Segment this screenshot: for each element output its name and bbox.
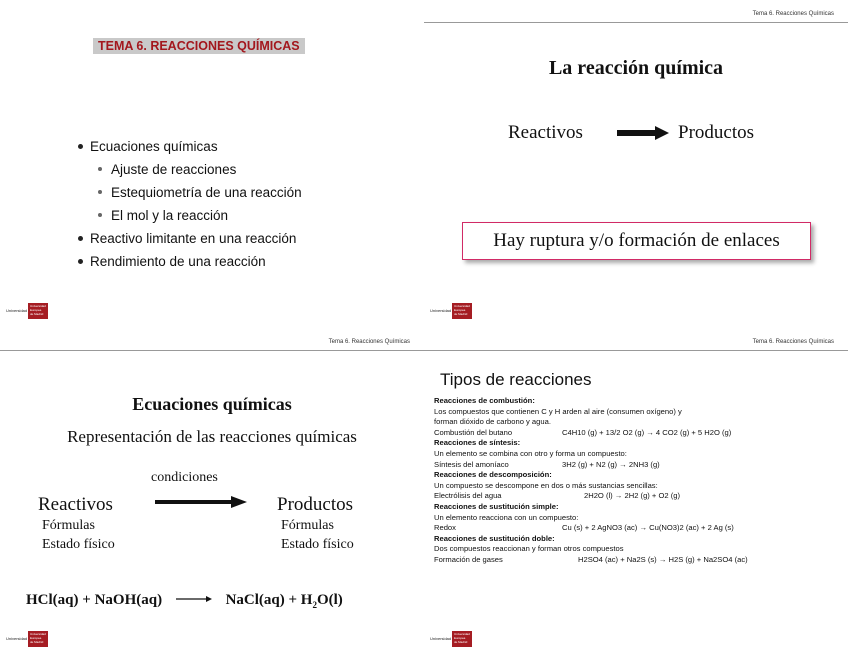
header-divider	[424, 350, 848, 351]
logo-line: Europea	[30, 308, 42, 312]
example-equation: C4H10 (g) + 13/2 O2 (g) → 4 CO2 (g) + 5 H2O (g)	[562, 427, 732, 437]
slide-2	[424, 0, 848, 327]
section-text: Los compuestos que contienen C y H arden al aire (consumen oxígeno) y	[434, 406, 682, 416]
equation-term: HCl(aq) +	[26, 592, 91, 608]
example-label: Formación de gases	[434, 554, 503, 564]
slide-title: Ecuaciones químicas	[132, 394, 292, 414]
university-logo	[6, 303, 50, 319]
products-label: Productos	[678, 122, 754, 143]
list-item: El mol y la reacción	[66, 204, 302, 227]
slide-4	[424, 328, 848, 655]
section-heading: Reacciones de descomposición:	[434, 470, 552, 480]
example-row	[434, 428, 846, 439]
slide-3	[0, 328, 424, 655]
logo-text: Universidad	[430, 308, 452, 313]
reactants-line: Estado físico	[42, 537, 115, 552]
example-equation: H2SO4 (ac) + Na2S (s) → H2S (g) + Na2SO4 (ac)	[578, 554, 748, 564]
section-text: Un compuesto se descompone en dos o más sustancias sencillas:	[434, 480, 658, 490]
section-heading: Reacciones de combustión:	[434, 396, 535, 405]
section-text: forman dióxido de carbono y agua.	[434, 417, 551, 427]
university-logo	[6, 631, 50, 647]
logo-line: de Madrid	[30, 312, 44, 316]
slide-title: Tipos de reacciones	[440, 370, 592, 389]
logo-line: de Madrid	[454, 640, 468, 644]
example-equation: 3H2 (g) + N2 (g) → 2NH3 (g)	[562, 459, 660, 469]
logo-box	[452, 631, 472, 647]
list-item: Rendimiento de una reacción	[66, 250, 302, 273]
university-logo	[430, 631, 474, 647]
bullet-list	[66, 135, 302, 273]
logo-text: Universidad	[6, 636, 28, 641]
logo-box	[28, 631, 48, 647]
equation-term: NaOH(aq)	[94, 592, 163, 608]
reactants-label: Reactivos	[508, 122, 583, 143]
logo-line: de Madrid	[454, 312, 468, 316]
example-label: Redox	[434, 523, 456, 533]
slide-subtitle: Representación de las reacciones químicas	[67, 427, 357, 446]
chemical-equation	[26, 592, 343, 610]
example-label: Combustión del butano	[434, 427, 513, 437]
section-heading: Reacciones de síntesis:	[434, 438, 521, 448]
reactants-block	[38, 494, 115, 554]
right-arrow-icon	[174, 594, 214, 604]
list-item: Reactivo limitante en una reacción	[66, 227, 302, 250]
example-label: Electrólisis del agua	[434, 491, 502, 501]
highlight-box: Hay ruptura y/o formación de enlaces	[462, 222, 811, 260]
equation-term: O(l)	[316, 592, 343, 608]
slide-header: Tema 6. Reacciones Químicas	[752, 11, 834, 17]
products-line: Estado físico	[281, 537, 354, 552]
logo-line: Europea	[30, 636, 42, 640]
equation-term: H	[300, 592, 313, 608]
slide-header: Tema 6. Reacciones Químicas	[328, 339, 410, 345]
example-row	[434, 460, 846, 471]
reactants-label: Reactivos	[38, 494, 113, 515]
products-line: Fórmulas	[281, 518, 334, 533]
slide-header: Tema 6. Reacciones Químicas	[752, 339, 834, 345]
logo-line: de Madrid	[30, 640, 44, 644]
section-heading: Reacciones de sustitución simple:	[434, 501, 559, 511]
right-arrow-icon	[617, 126, 669, 140]
example-equation: Cu (s) + 2 AgNO3 (ac) → Cu(NO3)2 (ac) + 2 Ag (s)	[562, 523, 734, 533]
section-heading: Reacciones de sustitución doble:	[434, 533, 555, 543]
header-divider	[0, 350, 424, 351]
example-label: Síntesis del amoníaco	[434, 459, 509, 469]
conditions-label: condiciones	[151, 470, 218, 485]
logo-box	[28, 303, 48, 319]
products-label: Productos	[277, 494, 353, 515]
list-item: Ajuste de reacciones	[66, 158, 302, 181]
reactants-line: Fórmulas	[42, 518, 95, 533]
reaction-types-body	[434, 396, 846, 566]
logo-line: Europea	[454, 636, 466, 640]
logo-text: Universidad	[6, 308, 28, 313]
university-logo	[430, 303, 474, 319]
list-item: Ecuaciones químicas	[66, 135, 302, 158]
logo-line: Universidad	[30, 304, 46, 308]
right-arrow-icon	[155, 496, 247, 508]
slide-title: La reacción química	[548, 57, 724, 79]
logo-line: Universidad	[454, 304, 470, 308]
slide-1	[0, 0, 424, 327]
header-divider	[424, 22, 848, 23]
logo-line: Universidad	[30, 632, 46, 636]
products-block	[277, 494, 354, 554]
equation-term: NaCl(aq) +	[225, 592, 298, 608]
list-item: Estequiometría de una reacción	[66, 181, 302, 204]
section-text: Dos compuestos reaccionan y forman otros compuestos	[434, 544, 624, 554]
logo-text: Universidad	[430, 636, 452, 641]
example-row	[434, 555, 846, 566]
logo-box	[452, 303, 472, 319]
example-row	[434, 491, 846, 502]
slide-title-badge: TEMA 6. REACCIONES QUÍMICAS	[93, 38, 305, 54]
example-equation: 2H2O (l) → 2H2 (g) + O2 (g)	[584, 491, 681, 501]
logo-line: Universidad	[454, 632, 470, 636]
subscript: 2	[312, 600, 317, 610]
example-row	[434, 523, 846, 534]
section-text: Un elemento reacciona con un compuesto:	[434, 512, 579, 522]
logo-line: Europea	[454, 308, 466, 312]
section-text: Un elemento se combina con otro y forma un compuesto:	[434, 448, 627, 458]
